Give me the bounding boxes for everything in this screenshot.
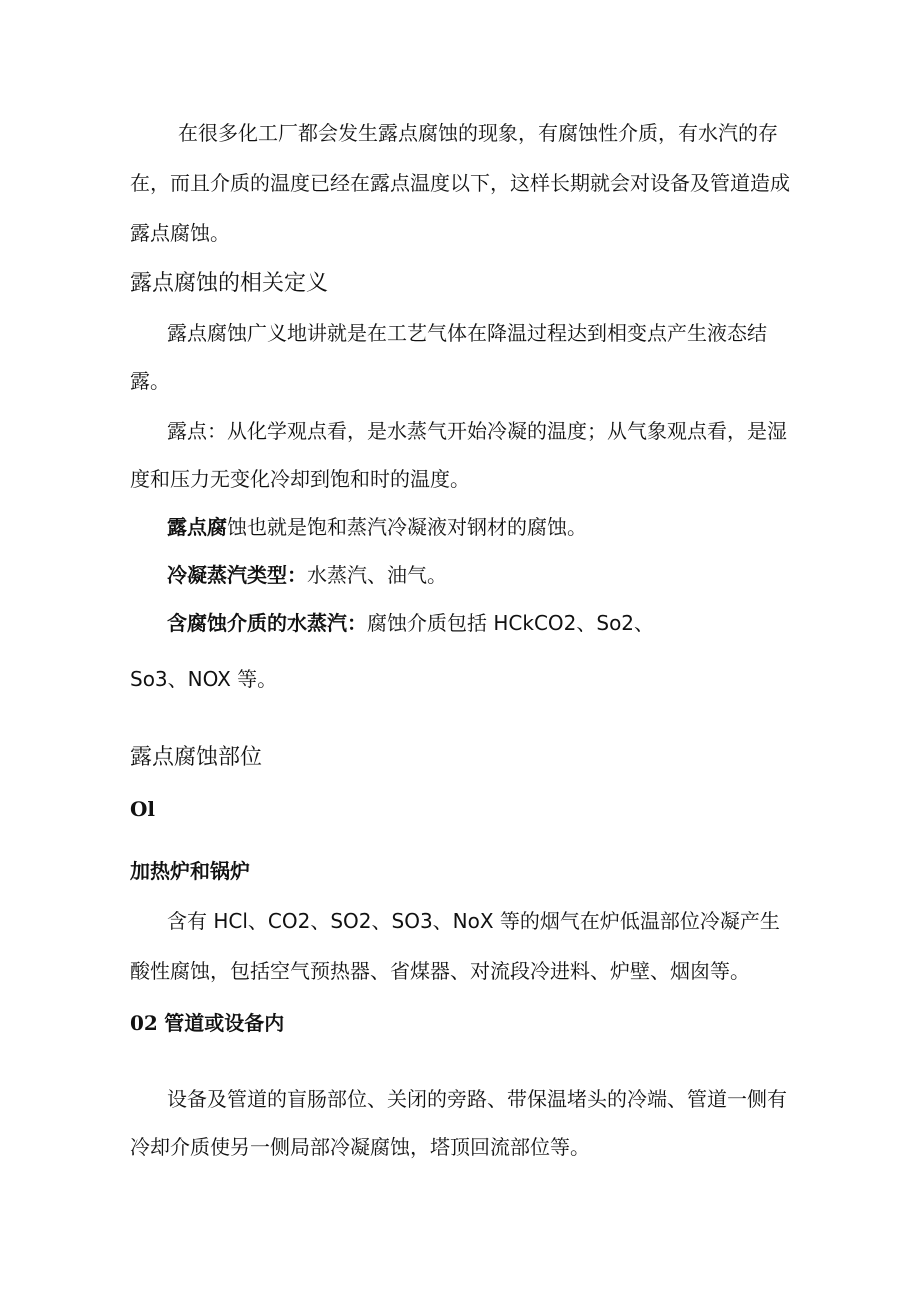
part-2-line-2: 冷却介质使另一侧局部冷凝腐蚀，塔顶回流部位等。 (130, 1135, 590, 1159)
corrosive-vapor-label: 含腐蚀介质的水蒸汽： (167, 611, 367, 635)
vapor-type (167, 560, 447, 590)
corrosion-definition (167, 512, 587, 542)
intro-line-3: 露点腐蚀。 (130, 221, 230, 245)
corrosive-vapor-line-2: So3、NOX 等。 (130, 667, 278, 691)
part-2-title: 管道或设备内 (164, 1011, 285, 1035)
part-1-line-1: 含有 HCl、CO2、SO2、SO3、NoX 等的烟气在炉低温部位冷凝产生 (167, 909, 780, 933)
corrosion-definition-rest: 蚀也就是饱和蒸汽冷凝液对钢材的腐蚀。 (227, 515, 587, 539)
vapor-type-label: 冷凝蒸汽类型： (167, 563, 307, 587)
part-1-line-2: 酸性腐蚀，包括空气预热器、省煤器、对流段冷进料、炉壁、烟囱等。 (130, 959, 750, 983)
section-title-locations: 露点腐蚀部位 (130, 745, 263, 770)
part-2-heading (130, 1008, 284, 1038)
vapor-type-value: 水蒸汽、油气。 (307, 563, 447, 587)
section-title-definitions: 露点腐蚀的相关定义 (130, 271, 329, 296)
corrosive-vapor-value: 腐蚀介质包括 HCkCO2、So2、 (367, 611, 655, 635)
corrosion-definition-bold: 露点腐 (167, 515, 227, 539)
part-1-title: 加热炉和锅炉 (130, 859, 250, 883)
part-1-number: Ol (130, 797, 156, 821)
part-2-number: 02 (130, 1011, 158, 1035)
part-2-line-1: 设备及管道的盲肠部位、关闭的旁路、带保温堵头的冷端、管道一侧有 (167, 1087, 787, 1111)
intro-line-2: 在，而且介质的温度已经在露点温度以下，这样长期就会对设备及管道造成 (130, 171, 790, 195)
intro-line-1: 在很多化工厂都会发生露点腐蚀的现象，有腐蚀性介质，有水汽的存 (178, 121, 778, 145)
corrosive-vapor (167, 608, 654, 638)
definition-line-2: 露。 (130, 369, 170, 393)
dewpoint-line-1: 露点：从化学观点看，是水蒸气开始冷凝的温度；从气象观点看，是湿 (167, 419, 787, 443)
dewpoint-line-2: 度和压力无变化冷却到饱和时的温度。 (130, 467, 470, 491)
definition-line-1: 露点腐蚀广义地讲就是在工艺气体在降温过程达到相变点产生液态结 (167, 321, 767, 345)
